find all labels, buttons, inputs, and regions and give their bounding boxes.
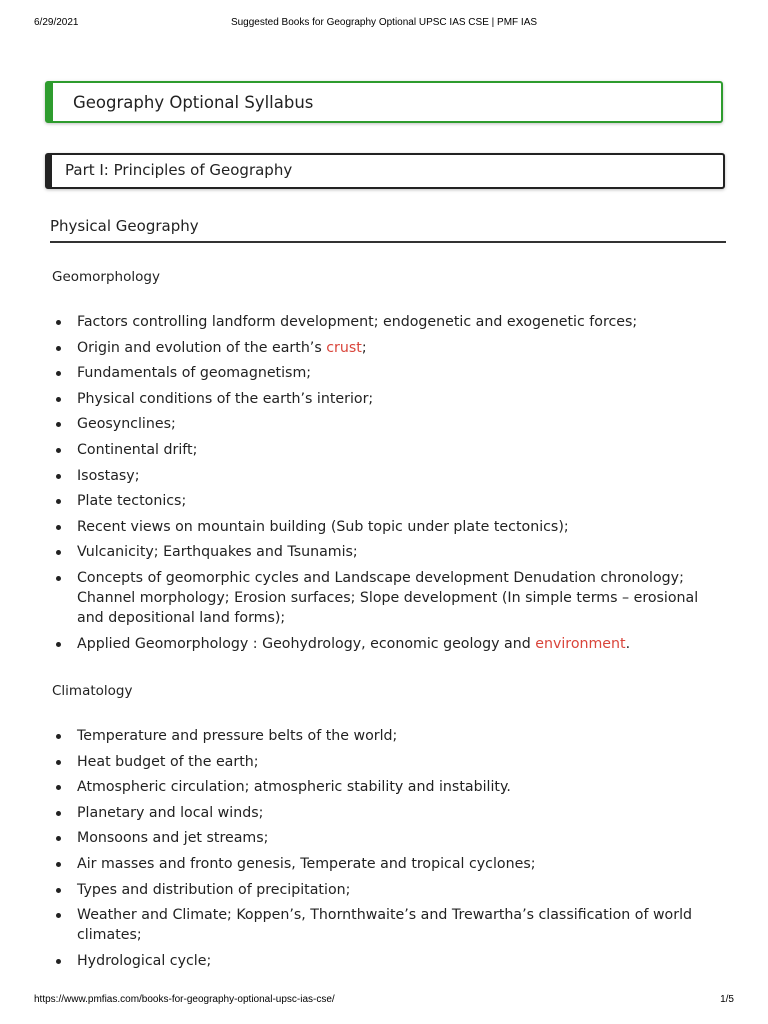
geomorphology-heading: Geomorphology	[52, 269, 160, 285]
print-header	[34, 17, 734, 29]
part-heading: Part I: Principles of Geography	[65, 161, 293, 179]
part-heading-box	[45, 153, 725, 189]
print-date: 6/29/2021	[34, 17, 79, 28]
list-item: Concepts of geomorphic cycles and Landscape development Denudation chronology; Channel morphology; Erosion surfaces; Slope development (In simple terms – erosional and depositional land forms);	[52, 568, 722, 628]
print-page-number: 1/5	[720, 994, 734, 1005]
climatology-list	[52, 726, 722, 976]
list-item: Origin and evolution of the earth’s crust;	[52, 338, 722, 358]
section-title: Physical Geography	[50, 217, 726, 243]
list-item: Factors controlling landform development; endogenetic and exogenetic forces;	[52, 312, 722, 332]
list-item: Air masses and fronto genesis, Temperate and tropical cyclones;	[52, 854, 722, 874]
list-item: Geosynclines;	[52, 414, 722, 434]
syllabus-heading-box	[45, 81, 723, 123]
crust-link[interactable]: crust	[326, 339, 362, 356]
print-page-title: Suggested Books for Geography Optional UPSC IAS CSE | PMF IAS	[230, 17, 538, 28]
list-item: Physical conditions of the earth’s interior;	[52, 389, 722, 409]
list-item: Continental drift;	[52, 440, 722, 460]
list-item: Monsoons and jet streams;	[52, 828, 722, 848]
list-item: Applied Geomorphology : Geohydrology, economic geology and environment.	[52, 634, 722, 654]
list-item: Heat budget of the earth;	[52, 752, 722, 772]
environment-link[interactable]: environment	[535, 635, 626, 652]
list-item: Temperature and pressure belts of the world;	[52, 726, 722, 746]
list-item: Weather and Climate; Koppen’s, Thornthwaite’s and Trewartha’s classification of world climates;	[52, 905, 722, 945]
list-item: Atmospheric circulation; atmospheric stability and instability.	[52, 777, 722, 797]
list-item: Vulcanicity; Earthquakes and Tsunamis;	[52, 542, 722, 562]
geomorphology-list	[52, 312, 722, 659]
syllabus-heading: Geography Optional Syllabus	[73, 93, 314, 112]
list-item: Hydrological cycle;	[52, 951, 722, 971]
list-item: Fundamentals of geomagnetism;	[52, 363, 722, 383]
list-item: Recent views on mountain building (Sub topic under plate tectonics);	[52, 517, 722, 537]
list-item: Types and distribution of precipitation;	[52, 880, 722, 900]
list-item: Plate tectonics;	[52, 491, 722, 511]
print-footer	[34, 994, 734, 1006]
print-url: https://www.pmfias.com/books-for-geography-optional-upsc-ias-cse/	[34, 994, 335, 1005]
list-item: Isostasy;	[52, 466, 722, 486]
climatology-heading: Climatology	[52, 683, 133, 699]
list-item: Planetary and local winds;	[52, 803, 722, 823]
